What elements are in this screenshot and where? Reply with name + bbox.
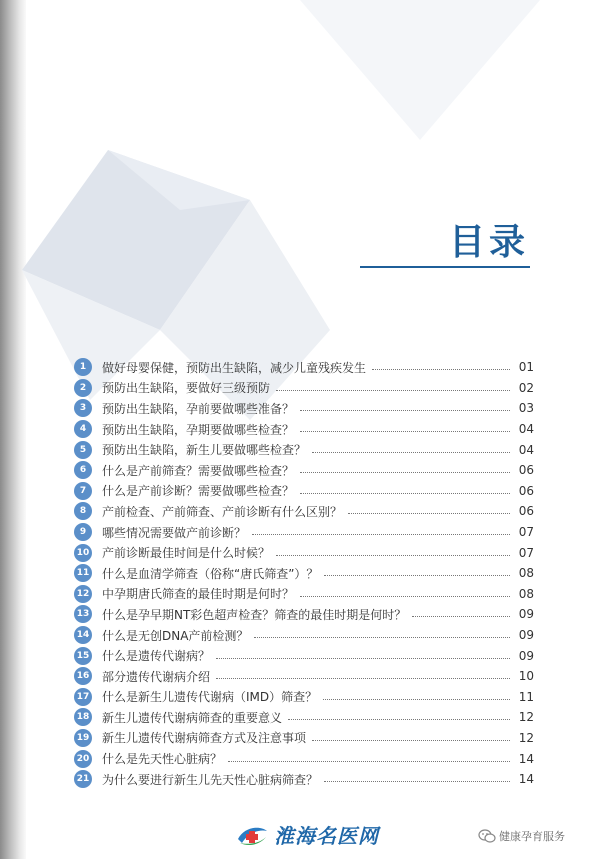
toc-item-title: 为什么要进行新生儿先天性心脏病筛查？: [102, 772, 319, 787]
toc-item-title: 什么是血清学筛查（俗称“唐氏筛查”）？: [102, 566, 319, 581]
toc-number-badge: 20: [74, 750, 92, 768]
toc-number-badge: 13: [74, 605, 92, 623]
toc-item-title: 什么是遗传代谢病？: [102, 649, 211, 664]
toc-leader-dots: [312, 740, 510, 741]
toc-leader-dots: [372, 369, 510, 370]
toc-leader-dots: [300, 431, 510, 432]
toc-page-number: 07: [518, 545, 534, 560]
title-underline: [360, 266, 530, 268]
toc-page-number: 09: [518, 648, 534, 663]
toc-page-number: 06: [518, 504, 534, 519]
toc-item[interactable]: [74, 687, 534, 708]
wechat-icon: [478, 829, 496, 843]
toc-page-number: 01: [518, 360, 534, 375]
toc-item[interactable]: [74, 625, 534, 646]
toc-number-badge: 9: [74, 523, 92, 541]
toc-item[interactable]: [74, 398, 534, 419]
toc-item-title: 什么是无创DNA产前检测？: [102, 628, 249, 643]
toc-number-badge: 2: [74, 379, 92, 397]
toc-item[interactable]: [74, 439, 534, 460]
toc-leader-dots: [288, 719, 510, 720]
toc-item-title: 什么是产前筛查？需要做哪些检查？: [102, 463, 295, 478]
toc-leader-dots: [348, 513, 510, 514]
page-title: 目录: [449, 222, 530, 263]
toc-item-title: 什么是孕早期NT彩色超声检查？筛查的最佳时期是何时？: [102, 607, 407, 622]
toc-leader-dots: [300, 472, 510, 473]
toc-item-title: 部分遗传代谢病介绍: [102, 669, 211, 684]
toc-leader-dots: [412, 616, 510, 617]
toc-number-badge: 11: [74, 564, 92, 582]
toc-item-title: 新生儿遗传代谢病筛查方式及注意事项: [102, 731, 307, 746]
toc-number-badge: 21: [74, 770, 92, 788]
toc-item-title: 预防出生缺陷，新生儿要做哪些检查？: [102, 443, 307, 458]
toc-leader-dots: [276, 555, 510, 556]
toc-page-number: 08: [518, 586, 534, 601]
toc-leader-dots: [252, 534, 510, 535]
toc-leader-dots: [216, 658, 510, 659]
toc-leader-dots: [300, 410, 510, 411]
toc-number-badge: 6: [74, 461, 92, 479]
toc-number-badge: 3: [74, 399, 92, 417]
toc-item[interactable]: [74, 563, 534, 584]
toc-item[interactable]: [74, 707, 534, 728]
toc-item-title: 什么是产前诊断？需要做哪些检查？: [102, 484, 295, 499]
toc-page-number: 04: [518, 442, 534, 457]
toc-number-badge: 14: [74, 626, 92, 644]
toc-number-badge: 19: [74, 729, 92, 747]
toc-item-title: 预防出生缺陷，孕前要做哪些准备？: [102, 401, 295, 416]
toc-leader-dots: [312, 452, 510, 453]
toc-leader-dots: [300, 493, 510, 494]
toc-page-number: 03: [518, 401, 534, 416]
toc-item[interactable]: [74, 584, 534, 605]
toc-item-title: 预防出生缺陷，要做好三级预防: [102, 381, 271, 396]
toc-item[interactable]: [74, 645, 534, 666]
toc-item-title: 预防出生缺陷，孕期要做哪些检查？: [102, 422, 295, 437]
toc-number-badge: 18: [74, 708, 92, 726]
wechat-account: [478, 828, 565, 844]
toc-page-number: 12: [518, 710, 534, 725]
toc-item[interactable]: [74, 357, 534, 378]
toc-page-number: 04: [518, 422, 534, 437]
toc-number-badge: 16: [74, 667, 92, 685]
toc-leader-dots: [324, 781, 510, 782]
toc-item[interactable]: [74, 419, 534, 440]
toc-item[interactable]: [74, 666, 534, 687]
toc-page-number: 06: [518, 463, 534, 478]
toc-item-title: 中孕期唐氏筛查的最佳时期是何时？: [102, 587, 295, 602]
toc-item[interactable]: [74, 522, 534, 543]
toc-page-number: 14: [518, 772, 534, 787]
toc-leader-dots: [276, 390, 510, 391]
logo-icon: [234, 821, 270, 849]
toc-leader-dots: [228, 761, 510, 762]
table-of-contents: [74, 357, 534, 789]
toc-page-number: 07: [518, 525, 534, 540]
toc-leader-dots: [323, 699, 510, 700]
toc-leader-dots: [254, 637, 510, 638]
toc-number-badge: 8: [74, 502, 92, 520]
footer-logo: [234, 820, 379, 849]
toc-item-title: 产前诊断最佳时间是什么时候？: [102, 546, 271, 561]
toc-item[interactable]: [74, 378, 534, 399]
toc-leader-dots: [300, 596, 510, 597]
wechat-account-name: 健康孕育服务: [499, 830, 565, 843]
toc-number-badge: 1: [74, 358, 92, 376]
toc-item-title: 产前检查、产前筛查、产前诊断有什么区别？: [102, 504, 343, 519]
toc-page-number: 09: [518, 628, 534, 643]
toc-item[interactable]: [74, 748, 534, 769]
toc-item[interactable]: [74, 769, 534, 790]
toc-number-badge: 7: [74, 482, 92, 500]
logo-text: 淮海名医网: [274, 824, 379, 848]
toc-item-title: 什么是先天性心脏病？: [102, 752, 223, 767]
toc-leader-dots: [216, 678, 510, 679]
toc-page-number: 09: [518, 607, 534, 622]
toc-item[interactable]: [74, 604, 534, 625]
toc-leader-dots: [324, 575, 510, 576]
toc-item[interactable]: [74, 542, 534, 563]
toc-item-title: 做好母婴保健，预防出生缺陷，减少儿童残疾发生: [102, 360, 367, 375]
toc-number-badge: 5: [74, 441, 92, 459]
toc-number-badge: 15: [74, 647, 92, 665]
toc-item-title: 哪些情况需要做产前诊断？: [102, 525, 247, 540]
toc-item[interactable]: [74, 460, 534, 481]
toc-item-title: 什么是新生儿遗传代谢病（IMD）筛查？: [102, 690, 318, 705]
toc-page-number: 02: [518, 380, 534, 395]
toc-item-title: 新生儿遗传代谢病筛查的重要意义: [102, 710, 283, 725]
toc-number-badge: 4: [74, 420, 92, 438]
toc-item[interactable]: [74, 728, 534, 749]
toc-page-number: 14: [518, 751, 534, 766]
toc-item[interactable]: [74, 501, 534, 522]
toc-item[interactable]: [74, 481, 534, 502]
toc-page-number: 06: [518, 483, 534, 498]
toc-number-badge: 12: [74, 585, 92, 603]
toc-page-number: 08: [518, 566, 534, 581]
toc-page-number: 12: [518, 730, 534, 745]
toc-page-number: 10: [518, 669, 534, 684]
toc-page-number: 11: [518, 689, 534, 704]
toc-number-badge: 10: [74, 544, 92, 562]
toc-number-badge: 17: [74, 688, 92, 706]
